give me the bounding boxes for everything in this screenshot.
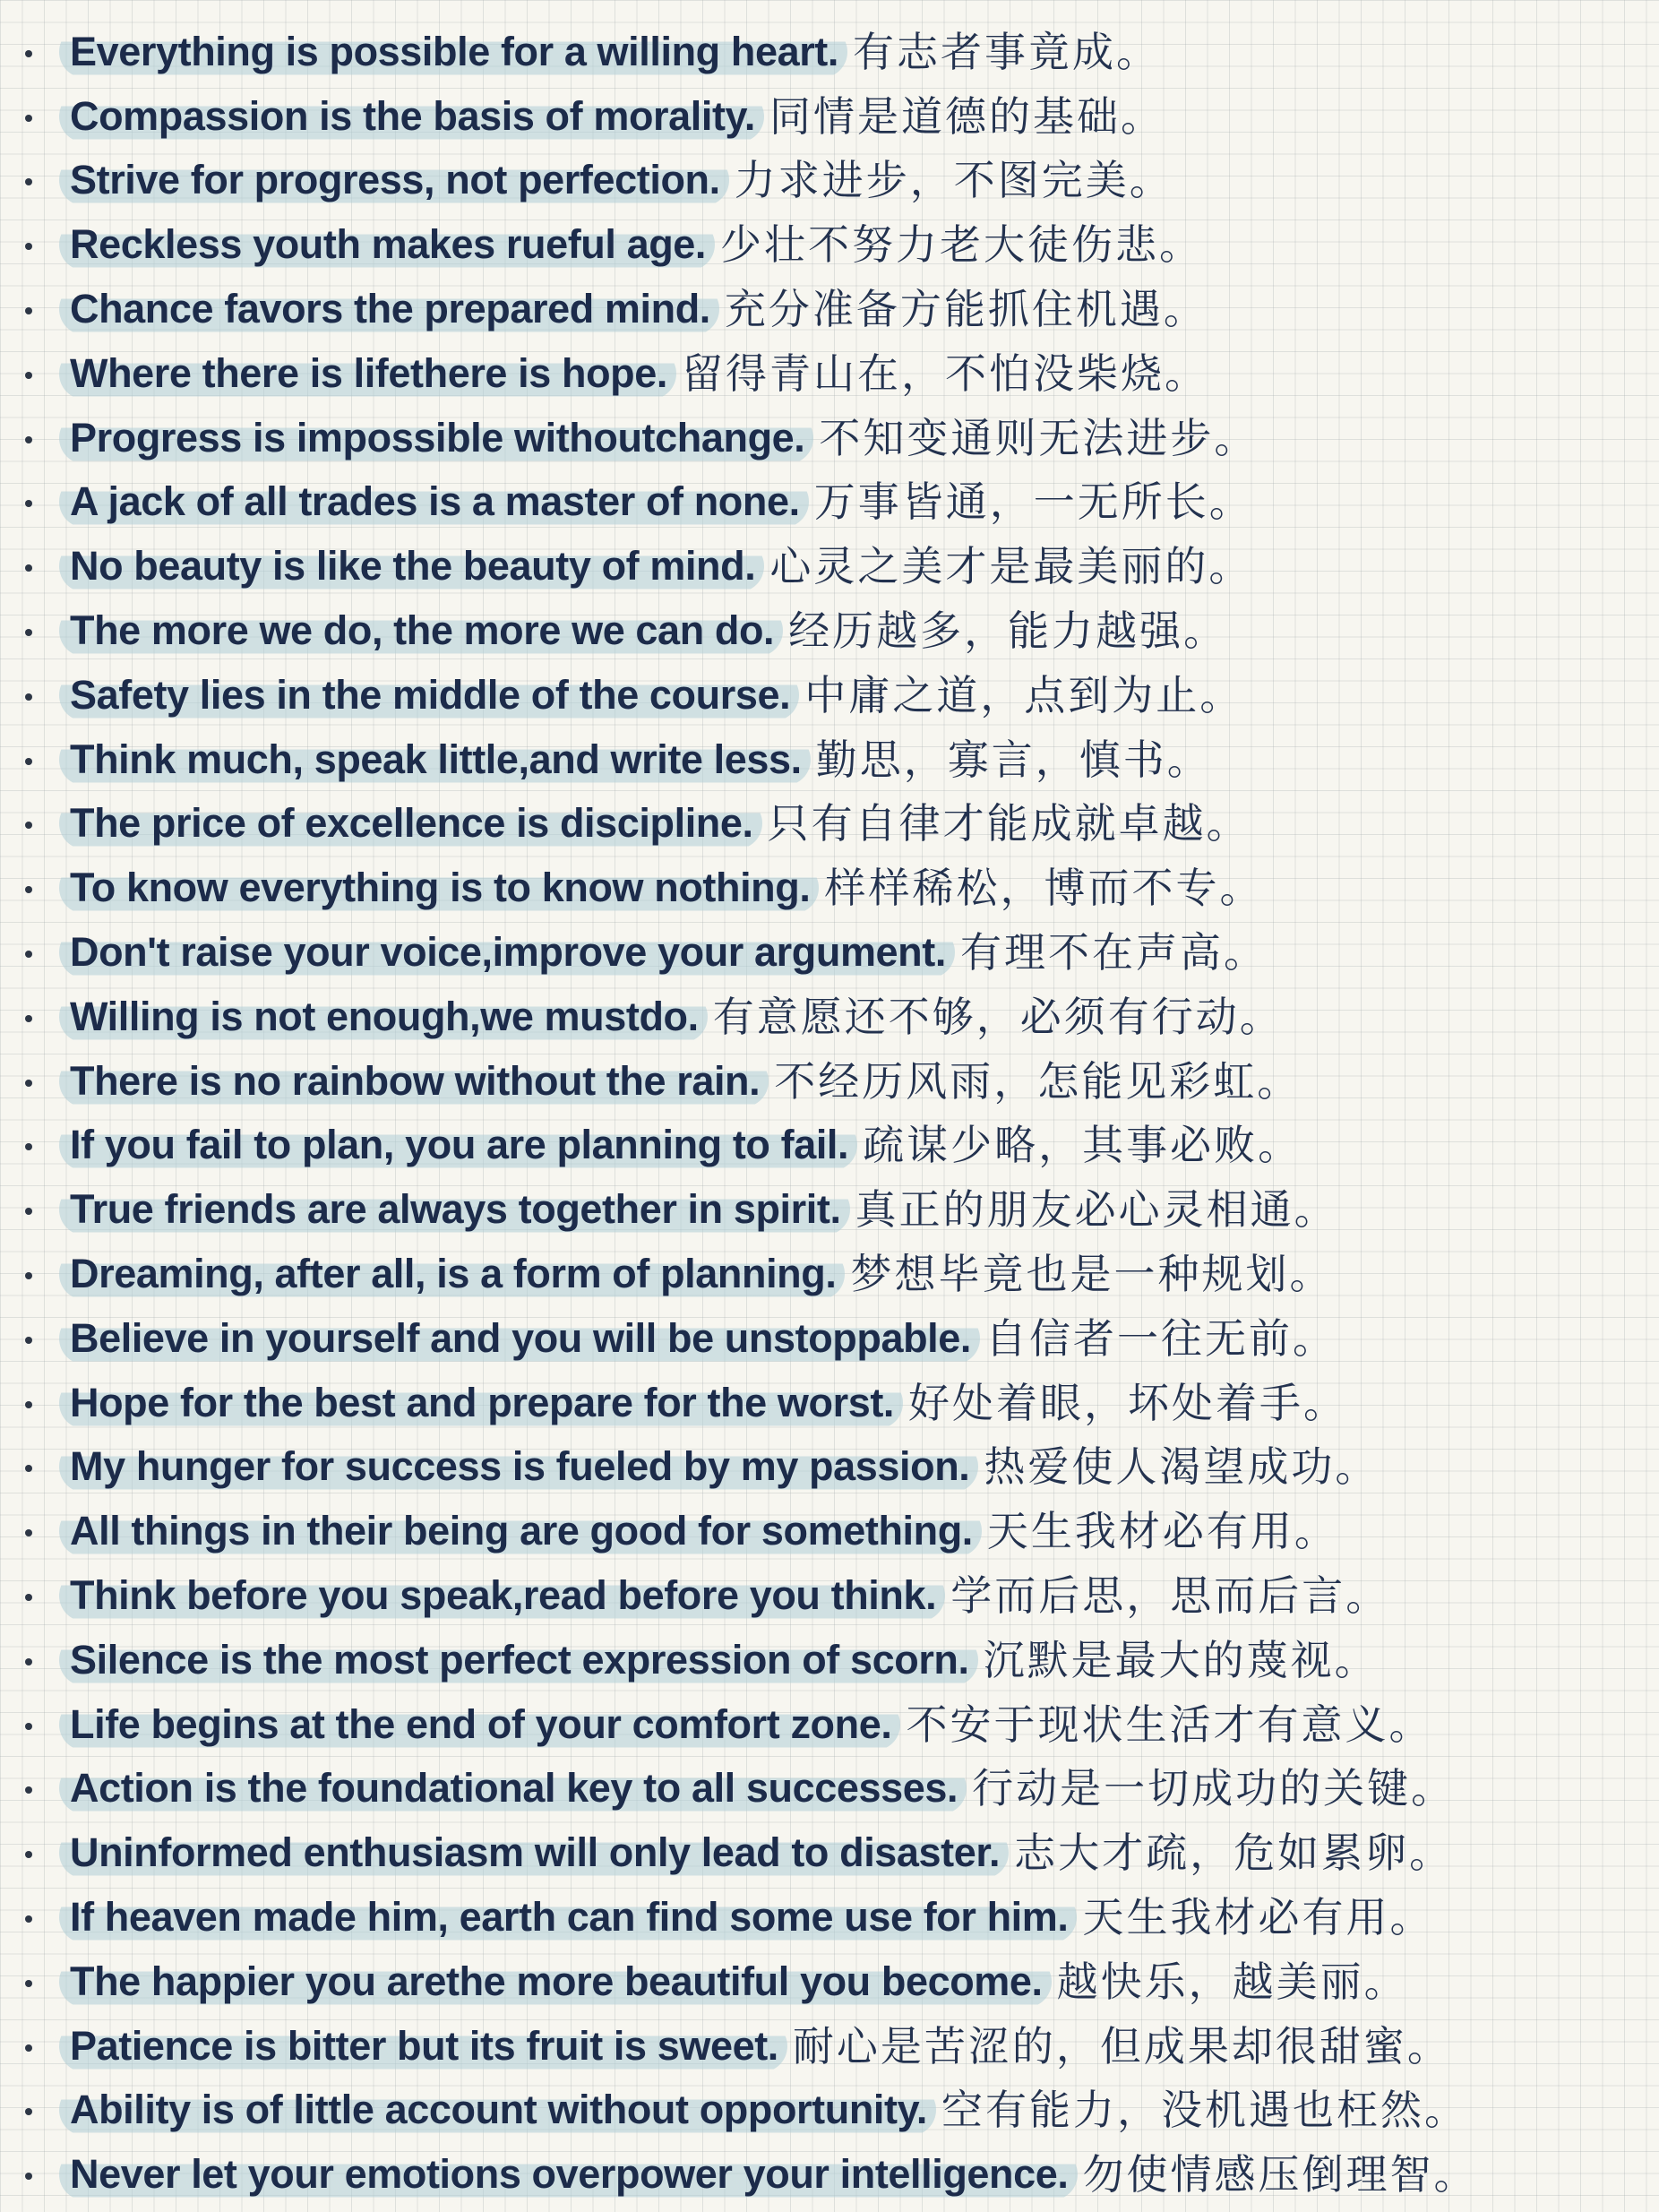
list-item: [0, 470, 1478, 535]
phrase-list: [0, 20, 1478, 2207]
chinese-translation: 志大才疏，危如累卵。: [1014, 1829, 1454, 1878]
english-phrase: Patience is bitter but its fruit is sweet.: [59, 2020, 787, 2072]
chinese-translation: 真正的朋友必心灵相通。: [855, 1185, 1338, 1235]
list-item: [0, 277, 1478, 341]
bullet-icon: [25, 50, 32, 57]
english-phrase: Think much, speak little,and write less.: [59, 734, 811, 786]
bullet-icon: [25, 693, 32, 701]
english-phrase: Ability is of little account without opportunity.: [59, 2084, 936, 2136]
chinese-translation: 只有自律才能成就卓越。: [767, 799, 1251, 848]
english-phrase: Think before you speak,read before you think.: [59, 1570, 945, 1622]
english-phrase: The price of excellence is discipline.: [59, 797, 762, 849]
list-item: [0, 985, 1478, 1049]
english-phrase: Strive for progress, not perfection.: [59, 154, 729, 206]
bullet-icon: [25, 1015, 32, 1022]
bullet-icon: [25, 2108, 32, 2115]
chinese-translation: 耐心是苦涩的，但成果却很甜蜜。: [792, 2021, 1451, 2070]
list-item: [0, 727, 1478, 792]
bullet-icon: [25, 629, 32, 636]
bullet-icon: [25, 2044, 32, 2052]
list-item: [0, 1371, 1478, 1435]
list-item: [0, 663, 1478, 727]
list-item: [0, 2142, 1478, 2207]
bullet-icon: [25, 1272, 32, 1279]
list-item: [0, 1049, 1478, 1114]
chinese-translation: 热爱使人渴望成功。: [984, 1442, 1380, 1492]
english-phrase: If heaven made him, earth can find some use for him.: [59, 1891, 1077, 1943]
list-item: [0, 856, 1478, 920]
list-item: [0, 1563, 1478, 1628]
english-phrase: Never let your emotions overpower your intelligence.: [59, 2148, 1078, 2200]
list-item: [0, 1628, 1478, 1692]
list-item: [0, 2079, 1478, 2143]
list-item: [0, 1885, 1478, 1949]
chinese-translation: 有理不在声高。: [959, 928, 1268, 977]
english-phrase: Chance favors the prepared mind.: [59, 283, 719, 335]
bullet-icon: [25, 1465, 32, 1472]
list-item: [0, 149, 1478, 213]
list-item: [0, 20, 1478, 84]
chinese-translation: 好处着眼，坏处着手。: [908, 1378, 1348, 1427]
bullet-icon: [25, 1208, 32, 1215]
chinese-translation: 沉默是最大的蔑视。: [983, 1635, 1379, 1684]
english-phrase: All things in their being are good for something.: [59, 1505, 982, 1557]
bullet-icon: [25, 1529, 32, 1536]
list-item: [0, 84, 1478, 149]
list-item: [0, 1435, 1478, 1500]
english-phrase: Compassion is the basis of morality.: [59, 90, 764, 142]
english-phrase: Action is the foundational key to all successes.: [59, 1762, 967, 1814]
bullet-icon: [25, 1143, 32, 1150]
chinese-translation: 梦想毕竟也是一种规划。: [850, 1250, 1334, 1299]
chinese-translation: 空有能力，没机遇也枉然。: [941, 2086, 1468, 2135]
english-phrase: The happier you arethe more beautiful you become.: [59, 1956, 1052, 2008]
chinese-translation: 同情是道德的基础。: [769, 91, 1165, 141]
bullet-icon: [25, 115, 32, 122]
chinese-translation: 越快乐，越美丽。: [1056, 1957, 1408, 2006]
english-phrase: Life begins at the end of your comfort zone.: [59, 1699, 900, 1751]
english-phrase: Uninformed enthusiasm will only lead to disaster.: [59, 1827, 1009, 1879]
bullet-icon: [25, 243, 32, 250]
bullet-icon: [25, 886, 32, 893]
bullet-icon: [25, 951, 32, 958]
list-item: [0, 1306, 1478, 1371]
english-phrase: Everything is possible for a willing heart.: [59, 26, 847, 78]
english-phrase: Silence is the most perfect expression of scorn.: [59, 1634, 978, 1686]
list-item: [0, 212, 1478, 277]
chinese-translation: 勿使情感压倒理智。: [1082, 2150, 1478, 2199]
chinese-translation: 学而后思，思而后言。: [950, 1571, 1390, 1621]
bullet-icon: [25, 178, 32, 185]
english-phrase: Don't raise your voice,improve your argument.: [59, 926, 955, 978]
bullet-icon: [25, 307, 32, 314]
chinese-translation: 样样稀松，博而不专。: [824, 864, 1264, 913]
english-phrase: Progress is impossible withoutchange.: [59, 412, 813, 464]
chinese-translation: 勤思，寡言，慎书。: [815, 735, 1211, 784]
chinese-translation: 有意愿还不够，必须有行动。: [712, 992, 1284, 1041]
english-phrase: There is no rainbow without the rain.: [59, 1055, 769, 1107]
list-item: [0, 792, 1478, 856]
chinese-translation: 心灵之美才是最美丽的。: [769, 542, 1253, 591]
bullet-icon: [25, 1594, 32, 1601]
english-phrase: To know everything is to know nothing.: [59, 862, 819, 914]
bullet-icon: [25, 2173, 32, 2180]
chinese-translation: 经历越多，能力越强。: [788, 607, 1228, 656]
chinese-translation: 充分准备方能抓住机遇。: [724, 285, 1208, 334]
chinese-translation: 不经历风雨，怎能见彩虹。: [774, 1056, 1302, 1106]
chinese-translation: 力求进步，不图完美。: [734, 156, 1173, 205]
bullet-icon: [25, 1337, 32, 1344]
bullet-icon: [25, 1980, 32, 1987]
chinese-translation: 有志者事竟成。: [853, 27, 1160, 76]
bullet-icon: [25, 1915, 32, 1923]
bullet-icon: [25, 822, 32, 829]
bullet-icon: [25, 1658, 32, 1665]
bullet-icon: [25, 372, 32, 379]
english-phrase: My hunger for success is fueled by my passion.: [59, 1441, 978, 1493]
list-item: [0, 1242, 1478, 1306]
chinese-translation: 自信者一往无前。: [985, 1313, 1337, 1363]
bullet-icon: [25, 1851, 32, 1858]
bullet-icon: [25, 1723, 32, 1730]
list-item: [0, 1949, 1478, 2014]
list-item: [0, 1177, 1478, 1242]
list-item: [0, 534, 1478, 598]
english-phrase: If you fail to plan, you are planning to fail.: [59, 1119, 857, 1171]
english-phrase: Reckless youth makes rueful age.: [59, 219, 715, 271]
bullet-icon: [25, 1786, 32, 1794]
list-item: [0, 1757, 1478, 1821]
list-item: [0, 1499, 1478, 1563]
bullet-icon: [25, 1401, 32, 1408]
list-item: [0, 920, 1478, 985]
chinese-translation: 万事皆通，一无所长。: [813, 478, 1253, 527]
chinese-translation: 天生我材必有用。: [1082, 1893, 1434, 1941]
chinese-translation: 不安于现状生活才有意义。: [906, 1700, 1433, 1749]
list-item: [0, 1114, 1478, 1178]
chinese-translation: 留得青山在，不怕没柴烧。: [682, 349, 1208, 398]
english-phrase: Hope for the best and prepare for the worst.: [59, 1377, 903, 1429]
english-phrase: Where there is lifethere is hope.: [59, 348, 676, 400]
english-phrase: The more we do, the more we can do.: [59, 605, 783, 657]
chinese-translation: 中庸之道，点到为止。: [804, 670, 1244, 719]
list-item: [0, 598, 1478, 663]
english-phrase: Believe in yourself and you will be unstoppable.: [59, 1313, 980, 1364]
english-phrase: No beauty is like the beauty of mind.: [59, 540, 764, 592]
list-item: [0, 2014, 1478, 2079]
english-phrase: A jack of all trades is a master of none.: [59, 476, 809, 528]
bullet-icon: [25, 500, 32, 507]
english-phrase: Willing is not enough,we mustdo.: [59, 991, 708, 1043]
bullet-icon: [25, 436, 32, 443]
list-item: [0, 406, 1478, 470]
bullet-icon: [25, 758, 32, 765]
chinese-translation: 天生我材必有用。: [986, 1507, 1338, 1556]
list-item: [0, 1820, 1478, 1885]
bullet-icon: [25, 1080, 32, 1087]
chinese-translation: 少壮不努力老大徒伤悲。: [720, 220, 1204, 270]
english-phrase: True friends are always together in spirit.: [59, 1183, 850, 1235]
chinese-translation: 疏谋少略，其事必败。: [863, 1121, 1302, 1170]
english-phrase: Dreaming, after all, is a form of planning.: [59, 1248, 845, 1300]
list-item: [0, 341, 1478, 406]
chinese-translation: 不知变通则无法进步。: [819, 413, 1259, 462]
english-phrase: Safety lies in the middle of the course.: [59, 669, 799, 721]
list-item: [0, 1692, 1478, 1757]
bullet-icon: [25, 564, 32, 572]
chinese-translation: 行动是一切成功的关键。: [972, 1764, 1456, 1813]
